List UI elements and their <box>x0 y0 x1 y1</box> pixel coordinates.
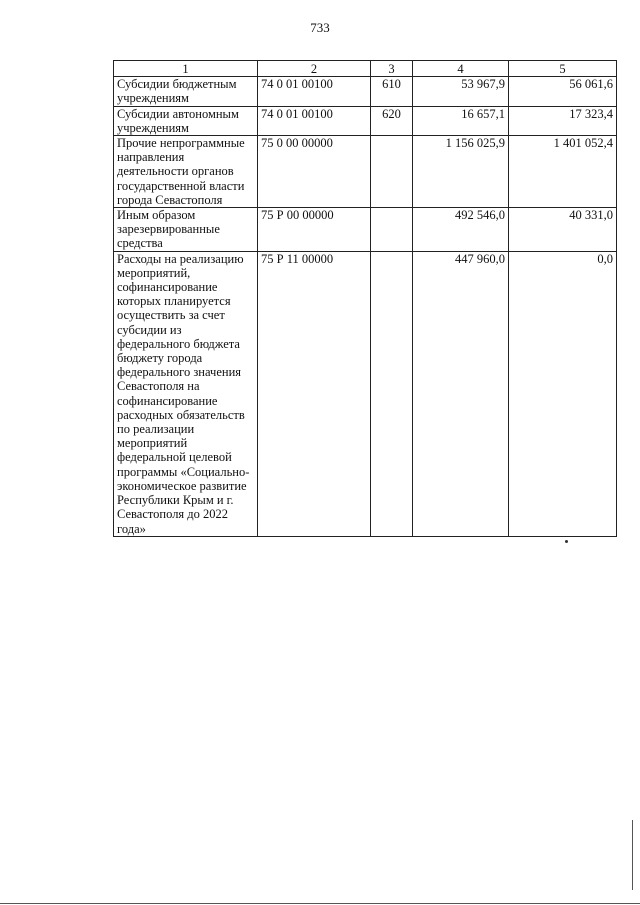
row-value-5: 56 061,6 <box>509 77 617 106</box>
row-value-5: 1 401 052,4 <box>509 136 617 208</box>
row-value-4: 447 960,0 <box>413 251 509 536</box>
row-name: Субсидии бюджетным учреждениям <box>114 77 258 106</box>
table-header-row <box>114 61 617 77</box>
column-header-4: 4 <box>413 61 509 77</box>
row-value-4: 53 967,9 <box>413 77 509 106</box>
row-code: 75 Р 11 00000 <box>258 251 371 536</box>
row-expense-type <box>371 136 413 208</box>
row-expense-type <box>371 208 413 252</box>
row-code: 75 Р 00 00000 <box>258 208 371 252</box>
row-expense-type <box>371 251 413 536</box>
scan-bottom-line <box>0 903 640 904</box>
column-header-2: 2 <box>258 61 371 77</box>
page-number: 733 <box>310 20 330 35</box>
row-code: 75 0 00 00000 <box>258 136 371 208</box>
row-name: Субсидии автономным учреждениям <box>114 106 258 135</box>
row-name: Расходы на реализацию мероприятий, софинансирование которых планируется осуществить за счет субсидии из федерального бюджета бюджету города федерального значения Севастополя на софинансирование расходных обязательств по реализации мероприятий федеральной целевой программы «Социально-экономическое развитие Республики Крым и г. Севастополя до 2022 года» <box>114 251 258 536</box>
row-value-5: 40 331,0 <box>509 208 617 252</box>
scan-speck <box>565 540 568 543</box>
row-code: 74 0 01 00100 <box>258 106 371 135</box>
row-value-4: 492 546,0 <box>413 208 509 252</box>
row-value-4: 16 657,1 <box>413 106 509 135</box>
column-header-3: 3 <box>371 61 413 77</box>
table-row <box>114 251 617 536</box>
row-expense-type: 620 <box>371 106 413 135</box>
table-row <box>114 106 617 135</box>
table-row <box>114 77 617 106</box>
row-code: 74 0 01 00100 <box>258 77 371 106</box>
row-expense-type: 610 <box>371 77 413 106</box>
column-header-5: 5 <box>509 61 617 77</box>
column-header-1: 1 <box>114 61 258 77</box>
row-value-4: 1 156 025,9 <box>413 136 509 208</box>
table-row <box>114 208 617 252</box>
budget-table <box>113 60 617 537</box>
table-row <box>114 136 617 208</box>
row-value-5: 17 323,4 <box>509 106 617 135</box>
row-name: Прочие непрограммные направления деятельности органов государственной власти города Севастополя <box>114 136 258 208</box>
row-name: Иным образом зарезервированные средства <box>114 208 258 252</box>
row-value-5: 0,0 <box>509 251 617 536</box>
scan-edge-line <box>632 820 633 890</box>
